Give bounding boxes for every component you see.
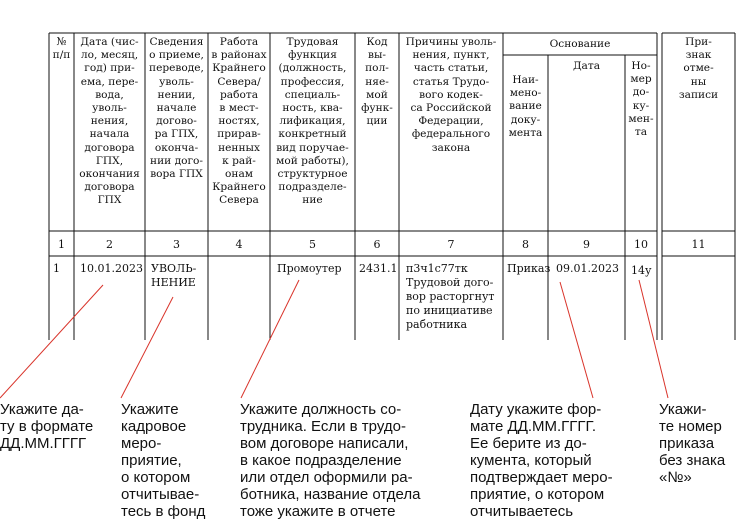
header-doc-number: Но- мер до- ку- мен- та: [628, 60, 654, 139]
row-date: 10.01.2023: [80, 262, 143, 275]
col-number-9: 9: [583, 238, 590, 251]
col-number-8: 8: [522, 238, 529, 251]
col-number-5: 5: [309, 238, 316, 251]
note-personnel-event: Укажите кадровое меро- приятие, о котором отчитывае- тесь в фонд: [121, 401, 206, 520]
note-position: Укажите должность со- трудника. Если в трудо- вом договоре написали, в какое подразделение или отдел оформили ра- ботника, название отдела тоже укажите в отчете: [240, 401, 421, 520]
header-doc-date: Дата: [572, 60, 601, 72]
col-number-10: 10: [634, 238, 648, 251]
col-number-2: 2: [106, 238, 113, 251]
row-doc-number: 14у: [631, 264, 652, 277]
callout-line-date: [0, 285, 103, 398]
callout-line-doc-number: [639, 280, 668, 398]
col-number-6: 6: [373, 238, 381, 251]
callout-line-doc-date: [560, 282, 593, 398]
header-reasons: Причины уволь- нения, пункт, часть статьи, статья Трудо- вого кодек- са Российской Федерации, федерального закона: [405, 36, 497, 154]
note-document-date: Дату укажите фор- мате ДД.ММ.ГГГГ. Ее берите из до- кумента, который подтверждает меро- приятие, о котором отчитываетесь: [470, 401, 613, 520]
header-basis: Основание: [549, 38, 611, 50]
row-number: 1: [53, 262, 60, 275]
col-number-11: 11: [691, 238, 706, 251]
header-date: Дата (чис- ло, месяц, год) при- ема, пере- вода, уволь- нения, начала договора ГПХ, окончания договора ГПХ: [79, 36, 140, 207]
header-code: Код вы- пол- няе- мой функ- ции: [361, 36, 393, 128]
col-number-3: 3: [173, 238, 180, 251]
note-date-format: Укажите да- ту в формате ДД.ММ.ГГГГ: [0, 401, 94, 452]
header-event: Сведения о приеме, переводе, уволь- нении, начале догово- ра ГПХ, оконча- нии дого- вора ГПХ: [149, 36, 204, 181]
note-order-number: Укажи- те номер приказа без знака «№»: [659, 401, 726, 486]
col-number-1: 1: [58, 238, 65, 251]
col-number-4: 4: [235, 238, 243, 251]
row-doc-date: 09.01.2023: [556, 262, 619, 275]
row-reason: п3ч1с77тк Трудовой дого- вор расторгнут по инициативе работника: [406, 262, 495, 331]
col-number-7: 7: [447, 238, 455, 251]
header-function: Трудовая функция (должность, профессия, специаль- ность, ква- лификация, конкретный вид поручае- мой работы), структурное подразделе- ние: [276, 36, 349, 207]
row-code: 2431.1: [359, 262, 398, 275]
header-number: № п/п: [52, 36, 71, 62]
row-doc-name: Приказ: [507, 262, 551, 275]
header-cancel-flag: При- знак отме- ны записи: [678, 36, 719, 101]
callout-lines: [0, 280, 668, 398]
header-north: Работа в районах Крайнего Севера/ работа в мест- ностях, прирав- ненных к рай- онам Крайнего Севера: [211, 36, 267, 207]
row-event: УВОЛЬ- НЕНИЕ: [151, 262, 197, 289]
callout-line-event: [121, 297, 173, 398]
header-doc-name: Наи- мено- вание доку- мента: [508, 74, 543, 139]
row-position: Промоутер: [277, 262, 342, 275]
